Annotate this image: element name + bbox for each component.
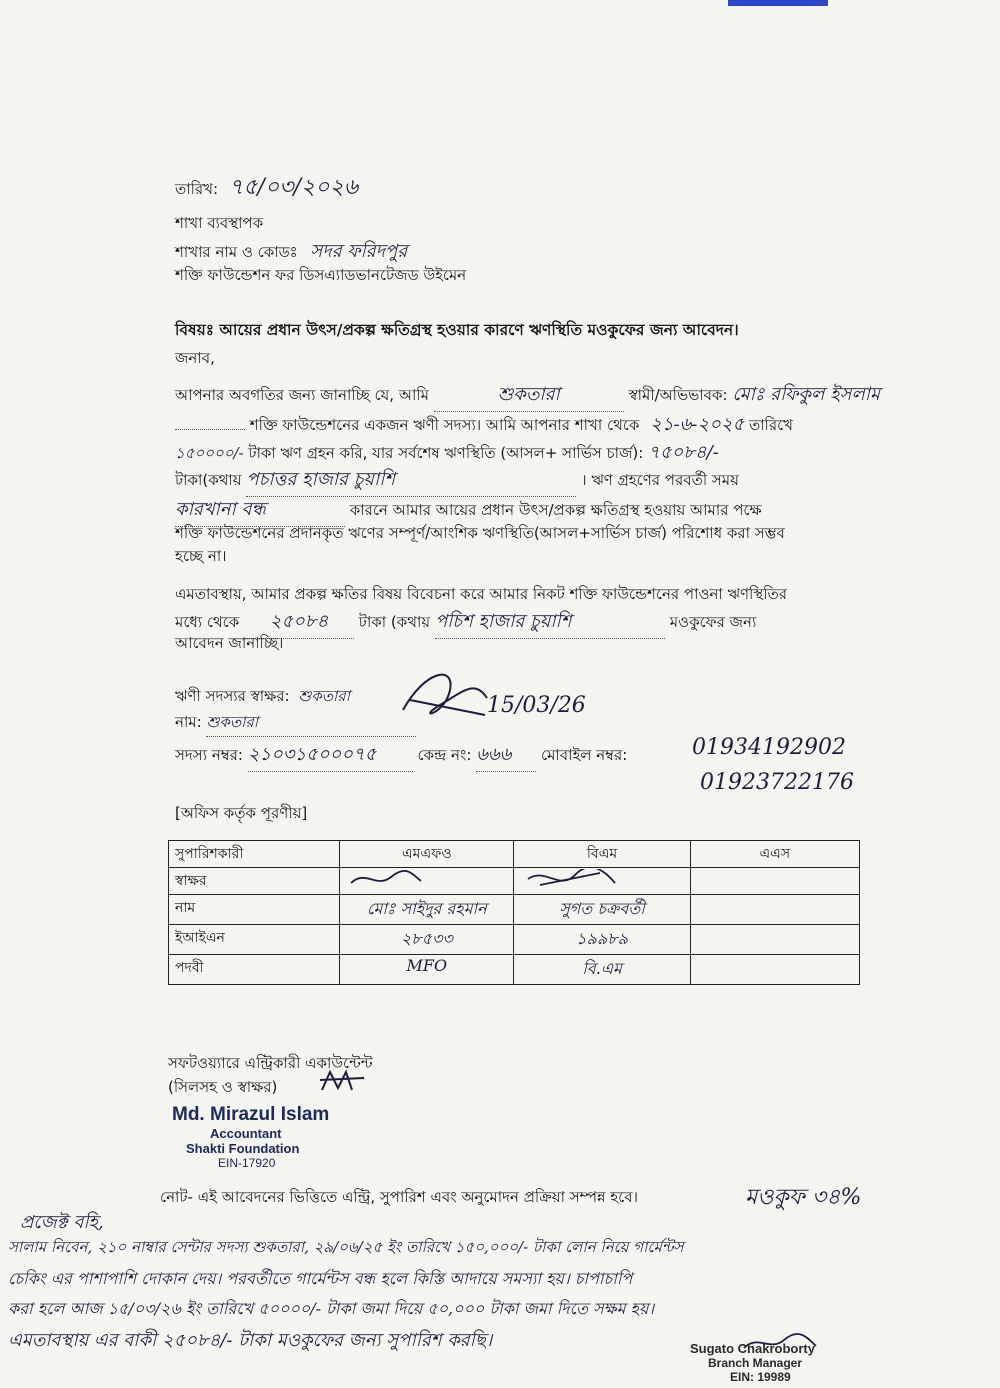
bm-signature-cell <box>514 868 690 895</box>
top-edge-strip <box>728 0 828 6</box>
bm-seal-name: Sugato Chakroborty <box>690 1341 815 1356</box>
mfo-ein-handwritten: ২৮৫৩৩ <box>400 929 453 948</box>
recommendation-line-2: সালাম নিবেন, ২১০ নাম্বার সেন্টার সদস্য শুকতারা, ২৯/০৬/২৫ ইং তারিখে ১৫০,০০০/- টাকা লোন নিয়ে গার্মেন্টস <box>8 1238 684 1256</box>
row-label-name: নাম <box>169 895 340 925</box>
subject-line: বিষয়ঃ আয়ের প্রধান উৎস/প্রকল্প ক্ষতিগ্রস্থ হওয়ার কারণে ঋণস্থিতি মওকুফের জন্য আবেদন। <box>175 321 739 339</box>
dotted-blank <box>175 429 245 430</box>
date-value: ৭৫/০৩/২০২৬ <box>228 175 359 200</box>
recommendation-line-3: চেকিং এর পাশাপাশি দোকান দেয়। পরবর্তীতে গার্মেন্টস বন্ধ হলে কিস্তি আদায়ে সমস্যা হয়। চাপাচাপি <box>8 1269 633 1288</box>
bm-designation-cell <box>514 955 690 985</box>
mfo-name-cell <box>340 895 514 925</box>
member-id-label: সদস্য নম্বর: <box>175 746 243 764</box>
member-name-label: নাম: <box>175 713 202 731</box>
member-id-line <box>175 740 627 772</box>
as-signature-cell <box>690 868 859 895</box>
office-table <box>168 840 860 985</box>
addressee-line-3: শক্তি ফাউন্ডেশন ফর ডিসএ্যাডভানটেজড উইমেন <box>175 266 467 284</box>
member-name-handwritten: শুকতারা <box>434 380 624 412</box>
para2-text-2: মধ্যে থেকে <box>175 613 240 631</box>
table-row <box>169 925 860 955</box>
table-row <box>169 895 860 925</box>
bm-seal-title: Branch Manager <box>708 1356 803 1370</box>
bm-name-handwritten: সুগত চক্রবর্তী <box>559 899 645 918</box>
mfo-designation-cell <box>340 955 514 985</box>
para2-text-3: টাকা (কথায় <box>358 613 431 631</box>
as-name-cell <box>690 895 859 925</box>
loan-balance-handwritten: ৭৫০৮৪/- <box>648 442 719 463</box>
center-number-handwritten: ৬৬৬ <box>476 740 536 772</box>
accountant-seal-name: Md. Mirazul Islam <box>172 1104 330 1125</box>
bm-designation-handwritten: বি.এম <box>582 959 622 978</box>
para1-line-7: হচ্ছে না। <box>175 547 227 565</box>
office-table-header <box>169 841 860 868</box>
loan-amount-handwritten: ১৫০০০০/- <box>175 444 244 462</box>
para1-line-6: শক্তি ফাউন্ডেশনের প্রদানকৃত ঋণের সম্পূর্ণ/আংশিক ঋণস্থিতি(আসল+সার্ভিস চার্জ) পরিশোধ করা সম্ভব <box>175 524 785 542</box>
member-id-handwritten: ২১০৩১৫০০০৭৫ <box>248 740 413 772</box>
damage-reason-handwritten: কারখানা বন্ধ <box>175 495 345 527</box>
mfo-designation-handwritten: MFO <box>406 956 448 975</box>
as-ein-cell <box>690 925 859 955</box>
waive-amount-handwritten: ২৫০৮৪ <box>244 607 354 639</box>
recommendation-line-1: প্রজেক্ট বহি, <box>20 1212 104 1233</box>
para2-line-1: এমতাবস্থায়, আমার প্রকল্প ক্ষতির বিষয় বিবেচনা করে আমার নিকট শক্তি ফাউন্ডেশনের পাওনা ঋণস্থিতির <box>175 585 788 603</box>
bm-seal-ein: EIN: 19989 <box>730 1370 791 1384</box>
para1-text-5: টাকা ঋণ গ্রহন করি, যার সর্বশেষ ঋণস্থিতি (আসল+ সার্ভিস চার্জ): <box>248 444 644 462</box>
note-waiver-percent-handwritten: মওকুফ ৩৪% <box>745 1185 862 1210</box>
para1-line-2 <box>175 410 793 441</box>
para1-line-1 <box>175 380 880 412</box>
para1-text-4: তারিখে <box>748 416 793 434</box>
member-sign-date-handwritten: 15/03/26 <box>487 693 586 718</box>
center-label: কেন্দ্র নং: <box>417 746 472 764</box>
recommendation-line-4: করা হলে আজ ১৫/০৩/২৬ ইং তারিখে ৫০০০০/- টাকা জমা দিয়ে ৫০,০০০ টাকা জমা দিতে সক্ষম হয়। <box>8 1299 655 1318</box>
branch-value: সদর ফরিদপুর <box>310 241 408 262</box>
balance-words-handwritten: পচাত্তর হাজার চুয়াশি <box>246 465 576 497</box>
para1-text-6: টাকা(কথায় <box>175 471 242 489</box>
para1-line-4 <box>175 465 739 497</box>
note-line: নোট- এই আবেদনের ভিত্তিতে এন্ট্রি, সুপারিশ এবং অনুমোদন প্রক্রিয়া সম্পন্ন হবে। <box>160 1188 638 1206</box>
member-sign-label: ঋণী সদস্যর স্বাক্ষর: <box>175 687 290 705</box>
header-recommender: সুপারিশকারী <box>169 841 340 868</box>
salutation: জনাব, <box>175 349 215 367</box>
mobile-2-handwritten: 01923722176 <box>700 770 854 795</box>
waive-words-handwritten: পচিশ হাজার চুয়াশি <box>435 607 665 639</box>
date-line <box>175 170 358 207</box>
para2-text-4: মওকুফের জন্য <box>669 613 757 631</box>
para1-text-2: স্বামী/অভিভাবক: <box>628 386 728 404</box>
accountant-seal-ein: EIN-17920 <box>218 1156 276 1170</box>
date-label: তারিখ: <box>175 180 219 198</box>
member-name-line <box>175 711 416 737</box>
mfo-signature-cell <box>340 868 514 895</box>
recommendation-line-5: এমতাবস্থায় এর বাকী ২৫০৮৪/- টাকা মওকুফের জন্য সুপারিশ করছি। <box>8 1330 493 1351</box>
member-sign-handwritten: শুকতারা <box>298 687 350 705</box>
mfo-name-handwritten: মোঃ সাইদুর রহমান <box>366 899 487 918</box>
addressee-line-1: শাখা ব্যবস্থাপক <box>175 214 264 232</box>
branch-label: শাখার নাম ও কোডঃ <box>175 243 298 261</box>
office-use-label: [অফিস কর্তৃক পূরণীয়] <box>175 804 308 822</box>
bm-signature-scribble <box>520 869 620 889</box>
mfo-signature-scribble <box>346 869 426 889</box>
mobile-1-handwritten: 01934192902 <box>692 735 846 760</box>
para1-text-8: কারনে আমার আয়ের প্রধান উৎস/প্রকল্প ক্ষতিগ্রস্থ হওয়ায় আমার পক্ষে <box>349 501 762 519</box>
bm-ein-handwritten: ১৯৯৮৯ <box>576 929 628 948</box>
accountant-signature-scribble <box>318 1068 368 1094</box>
row-label-ein: ইআইএন <box>169 925 340 955</box>
header-mfo: এমএফও <box>340 841 514 868</box>
table-row <box>169 868 860 895</box>
accountant-seal-org: Shakti Foundation <box>186 1141 300 1156</box>
table-row <box>169 955 860 985</box>
accountant-line-1: সফটওয়্যারে এন্ট্রিকারী একাউন্টেন্ট <box>168 1054 373 1072</box>
mfo-ein-cell <box>340 925 514 955</box>
loan-date-handwritten: ২১-৬-২০২৫ <box>650 414 745 435</box>
accountant-seal-title: Accountant <box>210 1126 282 1141</box>
header-as: এএস <box>690 841 859 868</box>
para1-text-7: । ঋণ গ্রহণের পরবর্তী সময় <box>581 471 739 489</box>
para1-text-3: শক্তি ফাউন্ডেশনের একজন ঋণী সদস্য। আমি আপনার শাখা থেকে <box>249 416 640 434</box>
row-label-signature: স্বাক্ষর <box>169 868 340 895</box>
guardian-name-handwritten: মোঃ রফিকুল ইসলাম <box>732 384 880 405</box>
bm-name-cell <box>514 895 690 925</box>
mobile-label: মোবাইল নম্বর: <box>541 746 628 764</box>
member-name-handwritten-2: শুকতারা <box>206 711 416 737</box>
as-designation-cell <box>690 955 859 985</box>
row-label-designation: পদবী <box>169 955 340 985</box>
para2-line-3: আবেদন জানাচ্ছি। <box>175 634 284 652</box>
para1-text-1: আপনার অবগতির জন্য জানাচ্ছি যে, আমি <box>175 386 429 404</box>
bm-ein-cell <box>514 925 690 955</box>
accountant-line-2: (সিলসহ ও স্বাক্ষর) <box>168 1078 278 1096</box>
header-bm: বিএম <box>514 841 690 868</box>
member-sign-line <box>175 685 350 710</box>
